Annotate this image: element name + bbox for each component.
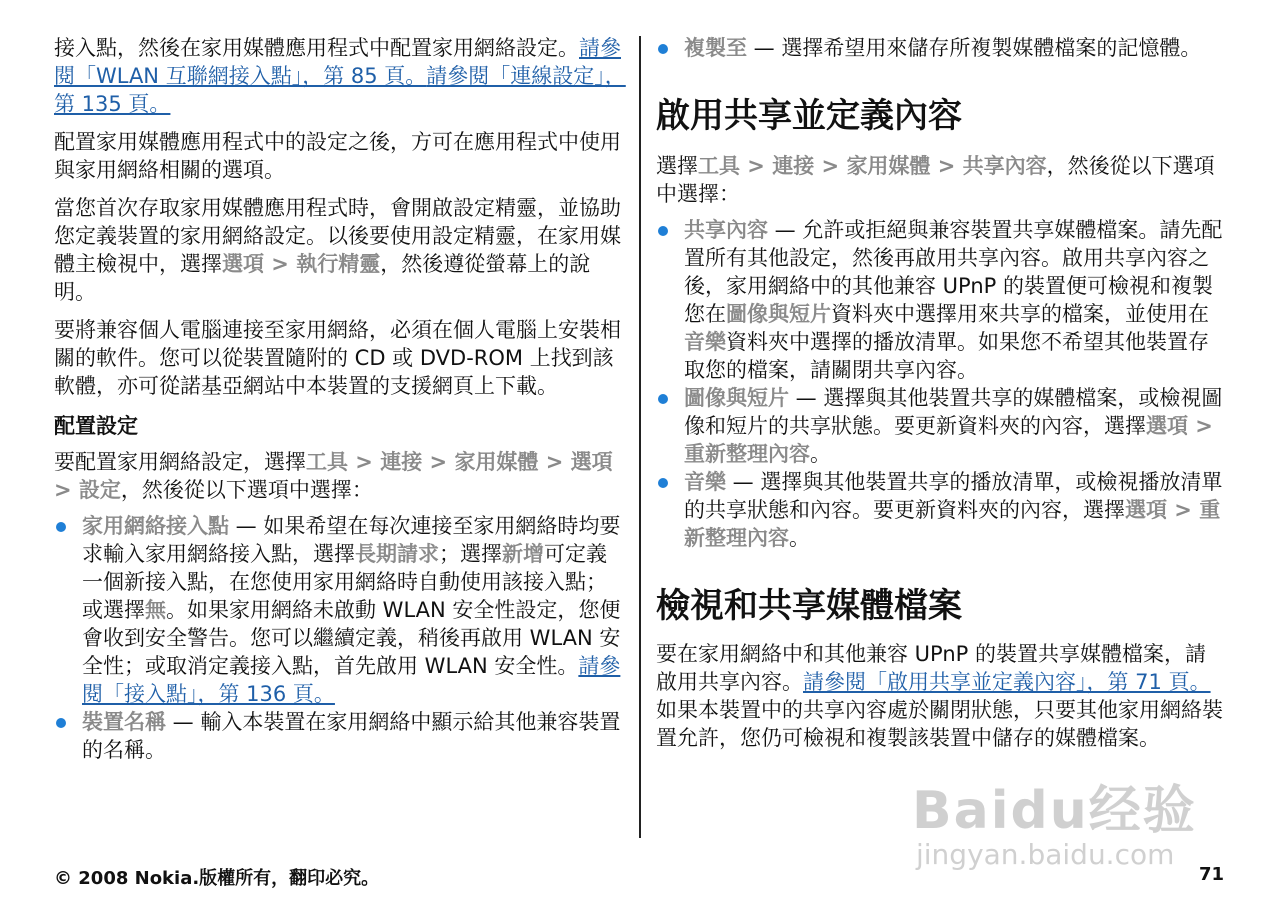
sharing-text-1: 選擇 <box>656 154 698 178</box>
menu-share-content: 共享內容 <box>962 154 1047 178</box>
bullet-icon <box>658 394 668 404</box>
option-text: 。 <box>810 442 831 466</box>
view-share-paragraph <box>656 640 1226 752</box>
option-none: 無 <box>145 598 166 622</box>
menu-separator: > <box>1188 414 1213 438</box>
watermark-logo: Baidu经验 <box>912 781 1197 841</box>
menu-options: 選項 <box>570 450 613 474</box>
wizard-text-1: 當您首次存取家用媒體應用程式時，會開啟設定精靈，並協助您定義裝置的家用網絡設定。以後要使用設定精靈，在家用媒體主檢視中，選擇 <box>54 196 621 276</box>
access-points-link[interactable]: 請參閱「接入點」，第 136 頁。 <box>82 654 621 706</box>
wizard-text-2: ，然後遵從螢幕上的說明。 <box>54 252 591 304</box>
view-share-text-1: 要在家用網絡中和其他兼容 UPnP 的裝置共享媒體檔案，請啟用共享內容。 <box>656 642 1206 694</box>
sharing-text-2: ，然後從以下選項中選擇： <box>656 154 1215 206</box>
menu-separator: > <box>422 450 455 474</box>
heading-view-share-media: 檢視和共享媒體檔案 <box>656 586 962 626</box>
option-term: 共享內容 <box>684 218 768 242</box>
option-text: 允許或拒絕與兼容裝置共享媒體檔案。請先配置所有其他設定，然後再啟用共享內容。啟用共享內容之後，家用網絡中的其他兼容 UPnP 的裝置便可檢視和複製您在 <box>684 218 1223 326</box>
option-text: 如果希望在每次連接至家用網絡時均要求輸入家用網絡接入點，選擇 <box>82 514 621 566</box>
settings-option-list <box>54 512 626 764</box>
menu-separator: > <box>348 450 381 474</box>
menu-connectivity: 連接 <box>380 450 423 474</box>
folder-music: 音樂 <box>684 330 726 354</box>
pc-software-paragraph: 要將兼容個人電腦連接至家用網絡，必須在個人電腦上安裝相關的軟件。您可以從裝置隨附的 CD 或 DVD-ROM 上找到該軟體，亦可從諾基亞網站中本裝置的支援網頁上下載。 <box>54 318 621 398</box>
option-term: 圖像與短片 <box>684 386 789 410</box>
menu-separator: > <box>54 478 79 502</box>
sharing-option-list <box>656 216 1226 552</box>
page-number: 71 <box>1198 864 1224 885</box>
folder-images-videos: 圖像與短片 <box>726 302 831 326</box>
bullet-icon <box>658 226 668 236</box>
menu-tools: 工具 <box>306 450 348 474</box>
menu-options: 選項 <box>222 252 264 276</box>
connection-settings-link[interactable]: 請參閱「連線設定」，第 135 頁。 <box>54 64 626 116</box>
settings-paragraph: 配置家用媒體應用程式中的設定之後，方可在應用程式中使用與家用網絡相關的選項。 <box>54 130 621 182</box>
option-text: 選擇與其他裝置共享的媒體檔案，或檢視圖像和短片的共享狀態。要更新資料夾的內容，選擇 <box>684 386 1223 438</box>
dash: — <box>768 218 803 242</box>
heading-enable-sharing: 啟用共享並定義內容 <box>656 96 962 136</box>
subheading-configure-settings: 配置設定 <box>54 414 138 438</box>
menu-run-wizard: 執行精靈 <box>296 252 381 276</box>
option-text: 選擇希望用來儲存所複製媒體檔案的記憶體。 <box>781 36 1202 60</box>
configure-text-1: 要配置家用網絡設定，選擇 <box>54 450 306 474</box>
menu-tools: 工具 <box>698 154 740 178</box>
bullet-icon <box>658 44 668 54</box>
option-text: ；選擇 <box>439 542 502 566</box>
menu-separator: > <box>814 154 847 178</box>
option-text: 選擇與其他裝置共享的播放清單，或檢視播放清單的共享狀態和內容。要更新資料夾的內容，選擇 <box>684 470 1223 522</box>
option-term: 音樂 <box>684 470 726 494</box>
list-item <box>656 384 1226 468</box>
menu-separator: > <box>740 154 773 178</box>
option-text: 輸入本裝置在家用網絡中顯示給其他兼容裝置的名稱。 <box>82 710 621 762</box>
list-item <box>54 512 626 708</box>
list-item <box>656 34 1226 62</box>
configure-paragraph <box>54 448 626 504</box>
option-new: 新增 <box>502 542 544 566</box>
list-item <box>656 216 1226 384</box>
menu-separator: > <box>930 154 963 178</box>
view-share-text-2: 如果本裝置中的共享內容處於關閉狀態，只要其他家用網絡裝置允許，您仍可檢視和複製該裝置中儲存的媒體檔案。 <box>656 698 1223 750</box>
option-always-ask: 長期請求 <box>355 542 439 566</box>
bullet-icon <box>658 478 668 488</box>
right-column <box>656 34 1226 752</box>
dash: — <box>229 514 264 538</box>
intro-text: 接入點，然後在家用媒體應用程式中配置家用網絡設定。 <box>54 36 579 60</box>
left-column <box>54 34 626 764</box>
dash: — <box>747 36 782 60</box>
option-term: 複製至 <box>684 36 747 60</box>
configure-text-2: ，然後從以下選項中選擇： <box>120 478 373 502</box>
dash: — <box>166 710 201 734</box>
menu-connectivity: 連接 <box>772 154 815 178</box>
menu-options: 選項 <box>1125 498 1167 522</box>
menu-separator: > <box>264 252 297 276</box>
menu-refresh-content: 重新整理內容 <box>684 442 810 466</box>
bullet-icon <box>56 522 66 532</box>
menu-separator: > <box>538 450 571 474</box>
option-term: 裝置名稱 <box>82 710 166 734</box>
intro-paragraph <box>54 34 626 118</box>
option-text: 資料夾中選擇的播放清單。如果您不希望其他裝置存取您的檔案，請關閉共享內容。 <box>684 330 1209 382</box>
column-divider <box>639 36 641 838</box>
option-text: 資料夾中選擇用來共享的檔案，並使用在 <box>831 302 1209 326</box>
menu-home-media: 家用媒體 <box>454 450 539 474</box>
menu-separator: > <box>1167 498 1200 522</box>
dash: — <box>726 470 761 494</box>
copy-option-list <box>656 34 1226 62</box>
dash: — <box>789 386 824 410</box>
watermark-url: jingyan.baidu.com <box>916 838 1175 871</box>
menu-settings: 設定 <box>78 478 121 502</box>
enable-sharing-link[interactable]: 請參閱「啟用共享並定義內容」，第 71 頁。 <box>803 670 1211 694</box>
wizard-paragraph <box>54 194 626 306</box>
option-text: 。 <box>789 526 810 550</box>
sharing-intro-paragraph <box>656 152 1226 208</box>
option-text: 。如果家用網絡未啟動 WLAN 安全性設定，您便會收到安全警告。您可以繼續定義，稍後再啟用 WLAN 安全性；或取消定義接入點，首先啟用 WLAN 安全性。 <box>82 598 621 678</box>
menu-options: 選項 <box>1146 414 1188 438</box>
list-item <box>656 468 1226 552</box>
menu-home-media: 家用媒體 <box>846 154 931 178</box>
menu-refresh-content: 重新整理內容 <box>684 498 1221 550</box>
wlan-access-point-link[interactable]: 請參閱「WLAN 互聯網接入點」，第 85 頁。 <box>54 36 621 88</box>
option-text: 可定義一個新接入點，在您使用家用網絡時自動使用該接入點；或選擇 <box>82 542 607 622</box>
option-term: 家用網絡接入點 <box>82 514 229 538</box>
bullet-icon <box>56 718 66 728</box>
list-item <box>54 708 626 764</box>
copyright-footer: © 2008 Nokia.版權所有，翻印必究。 <box>54 868 380 889</box>
